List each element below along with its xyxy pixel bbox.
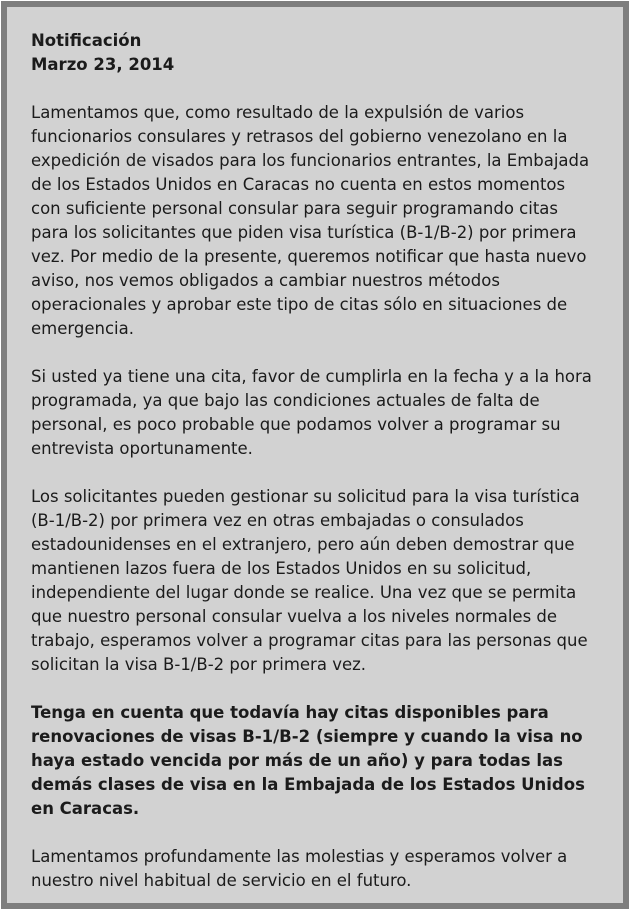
notice-paragraph: Lamentamos que, como resultado de la expulsión de varios funcionarios consulares y retrasos del gobierno venezolano en la expedición de visados para los funcionarios entrantes, la Embajada de los Estados Unidos en Caracas no cuenta en estos momentos con suficiente personal consular para seguir programando citas para los solicitantes que piden visa turística (B-1/B-2) por primera vez. Por medio de la presente, queremos notificar que hasta nuevo aviso, nos vemos obligados a cambiar nuestros métodos operacionales y aprobar este tipo de citas sólo en situaciones de emergencia.: [31, 103, 590, 338]
notice-paragraph: Tenga en cuenta que todavía hay citas disponibles para renovaciones de visas B-1/B-2 (siempre y cuando la visa no haya estado vencida por más de un año) y para todas las demás clases de visa en la Embajada de los Estados Unidos en Caracas.: [31, 703, 585, 818]
notice-box: [1, 1, 629, 909]
notice-body: [31, 101, 597, 893]
notice-paragraph: Lamentamos profundamente las molestias y esperamos volver a nuestro nivel habitual de servicio en el futuro.: [31, 847, 568, 890]
notice-title: Notificación: [31, 31, 142, 50]
notice-paragraph: Si usted ya tiene una cita, favor de cumplirla en la fecha y a la hora programada, ya que bajo las condiciones actuales de falta de personal, es poco probable que podamos volver a programar su entrevista oportunamente.: [31, 367, 592, 458]
notice-paragraph: Los solicitantes pueden gestionar su solicitud para la visa turística (B-1/B-2) por primera vez en otras embajadas o consulados estadounidenses en el extranjero, pero aún deben demostrar que mantienen lazos fuera de los Estados Unidos en su solicitud, independiente del lugar donde se realice. Una vez que se permita que nuestro personal consular vuelva a los niveles normales de trabajo, esperamos volver a programar citas para las personas que solicitan la visa B-1/B-2 por primera vez.: [31, 487, 588, 674]
notice-date: Marzo 23, 2014: [31, 55, 175, 74]
notice-header: [31, 29, 597, 77]
